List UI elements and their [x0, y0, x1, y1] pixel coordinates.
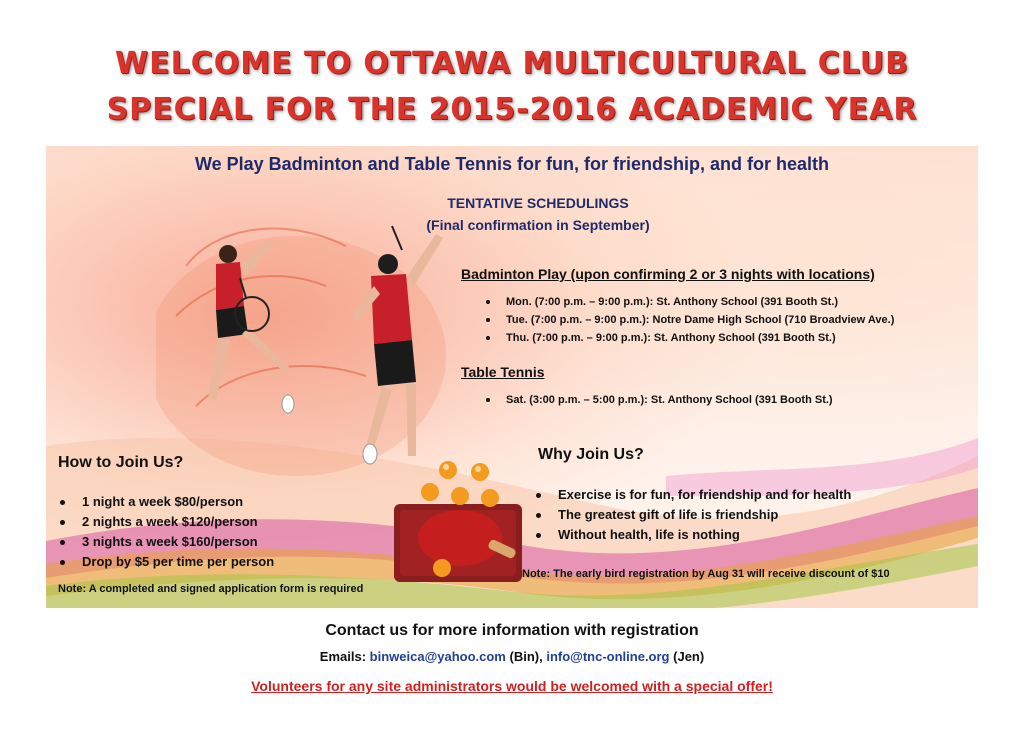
bullet-icon: [486, 398, 490, 402]
early-bird-note: Note: The early bird registration by Aug 31 will receive discount of $10: [522, 568, 890, 580]
headline: We Play Badminton and Table Tennis for fun, for friendship, and for health: [194, 154, 830, 174]
email-link-bin[interactable]: binweica@yahoo.com: [369, 649, 506, 664]
join-note: Note: A completed and signed application form is required: [58, 583, 364, 595]
bullet-icon: [486, 300, 490, 304]
reason-text: Exercise is for fun, for friendship and for health: [558, 487, 852, 502]
reason-text: The greatest gift of life is friendship: [558, 507, 779, 522]
list-item: [486, 293, 894, 311]
badminton-schedule-list: [486, 293, 894, 347]
how-to-join-heading: How to Join Us?: [58, 454, 184, 471]
bullet-icon: [536, 493, 541, 498]
list-item: [486, 329, 894, 347]
price-text: Drop by $5 per time per person: [82, 554, 275, 569]
list-item: [536, 485, 851, 505]
bullet-icon: [536, 513, 541, 518]
bullet-icon: [536, 533, 541, 538]
bullet-icon: [60, 540, 65, 545]
list-item: [60, 532, 274, 552]
list-item: [60, 512, 274, 532]
contact-emails: [0, 649, 1024, 664]
price-text: 2 nights a week $120/person: [82, 514, 258, 529]
table-tennis-heading: Table Tennis: [461, 364, 545, 380]
list-item: [486, 311, 894, 329]
bullet-icon: [60, 560, 65, 565]
list-item: [60, 552, 274, 572]
schedule-text: Tue. (7:00 p.m. – 9:00 p.m.): Notre Dame High School (710 Broadview Ave.): [506, 314, 895, 326]
email-link-jen[interactable]: info@tnc-online.org: [546, 649, 670, 664]
contact-heading: Contact us for more information with registration: [325, 622, 699, 639]
schedule-text: Mon. (7:00 p.m. – 9:00 p.m.): St. Anthony School (391 Booth St.): [506, 296, 839, 308]
tentative-title: TENTATIVE SCHEDULINGS: [447, 195, 629, 211]
bullet-icon: [60, 520, 65, 525]
schedule-text: Thu. (7:00 p.m. – 9:00 p.m.): St. Anthony School (391 Booth St.): [506, 332, 836, 344]
email-name-jen: (Jen): [673, 649, 705, 664]
price-text: 3 nights a week $160/person: [82, 534, 258, 549]
list-item: [536, 525, 851, 545]
ping-pong-paddle-balls-illustration: [390, 458, 525, 586]
bullet-icon: [486, 318, 490, 322]
bullet-icon: [60, 500, 65, 505]
tentative-subtitle: (Final confirmation in September): [426, 217, 650, 233]
list-item: [60, 492, 274, 512]
volunteer-notice: Volunteers for any site administrators would be welcomed with a special offer!: [251, 678, 773, 694]
why-join-list: [536, 485, 851, 545]
price-text: 1 night a week $80/person: [82, 494, 244, 509]
badminton-heading: Badminton Play (upon confirming 2 or 3 nights with locations): [461, 266, 875, 282]
emails-label: Emails:: [319, 649, 367, 664]
why-join-heading: Why Join Us?: [538, 446, 644, 463]
how-to-join-list: [60, 492, 274, 572]
title-line-1: WELCOME TO OTTAWA MULTICULTURAL CLUB: [115, 46, 909, 81]
email-name-bin: (Bin),: [509, 649, 543, 664]
title-line-2: SPECIAL FOR THE 2015-2016 ACADEMIC YEAR: [106, 92, 918, 127]
reason-text: Without health, life is nothing: [558, 527, 740, 542]
table-tennis-schedule-list: [486, 391, 833, 409]
list-item: [536, 505, 851, 525]
flyer-banner: [46, 146, 978, 608]
schedule-text: Sat. (3:00 p.m. – 5:00 p.m.): St. Anthony School (391 Booth St.): [506, 394, 833, 406]
bullet-icon: [486, 336, 490, 340]
list-item: [486, 391, 833, 409]
